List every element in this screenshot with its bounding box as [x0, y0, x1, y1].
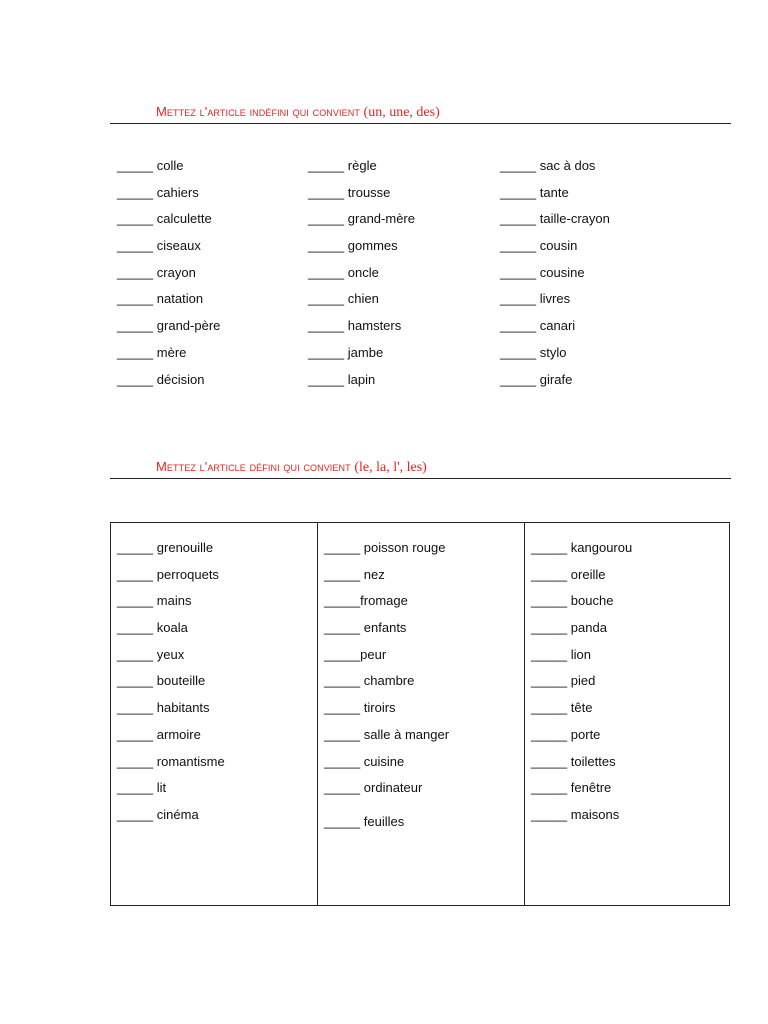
item-word: trousse [347, 184, 391, 200]
exercise-item [531, 695, 632, 722]
item-word: yeux [156, 646, 185, 662]
item-word: girafe [539, 371, 573, 387]
item-word: lit [156, 780, 167, 796]
answer-blank[interactable]: _____ [500, 264, 537, 280]
answer-blank[interactable]: _____ [117, 264, 154, 280]
item-word: mains [156, 593, 192, 609]
item-word: oncle [347, 264, 379, 280]
item-word: oreille [570, 566, 606, 582]
exercise-item [324, 722, 449, 749]
answer-blank[interactable]: _____ [308, 184, 345, 200]
item-word: stylo [539, 344, 567, 360]
answer-blank[interactable]: _____ [531, 753, 568, 769]
answer-blank[interactable]: _____ [117, 158, 154, 173]
answer-blank[interactable]: _____ [117, 566, 154, 582]
answer-blank[interactable]: _____ [324, 620, 361, 636]
item-word: toilettes [570, 753, 616, 769]
item-word: feuilles [363, 813, 405, 829]
answer-blank[interactable]: _____ [531, 540, 568, 555]
exercise-item [117, 313, 220, 340]
answer-blank[interactable]: _____ [324, 540, 361, 555]
item-word: colle [156, 158, 184, 173]
exercise-item [308, 340, 415, 367]
exercise-item [308, 233, 415, 260]
section2-title: Mettez l'article défini qui convient [156, 459, 351, 474]
item-word: cousin [539, 238, 578, 254]
exercise-item [324, 749, 449, 776]
item-word: kangourou [570, 540, 633, 555]
table-divider [317, 523, 318, 905]
answer-blank[interactable]: _____ [117, 211, 154, 227]
exercise-item [117, 722, 225, 749]
exercise-item [531, 588, 632, 615]
section2-column-2 [324, 535, 449, 836]
table-divider [524, 523, 525, 905]
answer-blank[interactable]: _____ [500, 158, 537, 173]
answer-blank[interactable]: _____ [117, 318, 154, 334]
item-word: bouche [570, 593, 614, 609]
item-word: poisson rouge [363, 540, 446, 555]
item-word: bouteille [156, 673, 206, 689]
section1-title: Mettez l'article indéfini qui convient [156, 104, 360, 119]
item-word: canari [539, 318, 576, 334]
item-word: fromage [360, 593, 408, 609]
answer-blank[interactable]: _____ [117, 646, 154, 662]
answer-blank[interactable]: _____ [324, 673, 361, 689]
exercise-item [117, 180, 220, 207]
exercise-item [117, 802, 225, 829]
answer-blank[interactable]: _____ [531, 673, 568, 689]
answer-blank[interactable]: _____ [500, 344, 537, 360]
answer-blank[interactable]: _____ [117, 700, 154, 716]
answer-blank[interactable]: _____ [308, 264, 345, 280]
item-word: grenouille [156, 540, 214, 555]
answer-blank[interactable]: _____ [531, 593, 568, 609]
item-word: enfants [363, 620, 407, 636]
exercise-item [500, 260, 610, 287]
answer-blank[interactable]: _____ [117, 291, 154, 307]
exercise-item [531, 642, 632, 669]
item-word: lapin [347, 371, 376, 387]
section1-article-list: (un, une, des) [363, 105, 440, 120]
exercise-item [308, 313, 415, 340]
exercise-item [531, 749, 632, 776]
exercise-item [117, 340, 220, 367]
answer-blank[interactable]: _____ [117, 753, 154, 769]
exercise-item [117, 153, 220, 180]
exercise-item [531, 535, 632, 562]
item-word: salle à manger [363, 726, 450, 742]
answer-blank[interactable]: _____ [308, 238, 345, 254]
exercise-item [324, 668, 449, 695]
answer-blank[interactable]: _____ [117, 673, 154, 689]
answer-blank[interactable]: _____ [308, 211, 345, 227]
exercise-item [308, 367, 415, 394]
answer-blank[interactable]: _____ [324, 646, 361, 662]
item-word: nez [363, 566, 385, 582]
item-word: mère [156, 344, 187, 360]
exercise-item [117, 206, 220, 233]
answer-blank[interactable]: _____ [324, 726, 361, 742]
section2-article-list: (le, la, l', les) [354, 460, 427, 475]
exercise-item [500, 233, 610, 260]
exercise-item [531, 775, 632, 802]
item-word: perroquets [156, 566, 219, 582]
item-word: cousine [539, 264, 585, 280]
answer-blank[interactable]: _____ [308, 371, 345, 387]
answer-blank[interactable]: _____ [324, 753, 361, 769]
exercise-item [308, 260, 415, 287]
exercise-item [324, 535, 449, 562]
answer-blank[interactable]: _____ [500, 371, 537, 387]
answer-blank[interactable]: _____ [324, 700, 361, 716]
exercise-item [117, 588, 225, 615]
answer-blank[interactable]: _____ [308, 291, 345, 307]
exercise-item [117, 775, 225, 802]
exercise-item [117, 286, 220, 313]
item-word: chien [347, 291, 379, 307]
answer-blank[interactable]: _____ [117, 344, 154, 360]
exercise-item [117, 535, 225, 562]
item-word: natation [156, 291, 204, 307]
section1-column-2 [308, 153, 415, 393]
exercise-item [500, 206, 610, 233]
answer-blank[interactable]: _____ [531, 780, 568, 796]
item-word: calculette [156, 211, 212, 227]
exercise-item [500, 340, 610, 367]
answer-blank[interactable]: _____ [500, 318, 537, 334]
exercise-item [117, 695, 225, 722]
item-word: décision [156, 371, 205, 387]
exercise-item [308, 180, 415, 207]
answer-blank[interactable]: _____ [531, 806, 568, 822]
item-word: koala [156, 620, 188, 636]
exercise-item [117, 668, 225, 695]
answer-blank[interactable]: _____ [500, 238, 537, 254]
item-word: fenêtre [570, 780, 612, 796]
answer-blank[interactable]: _____ [117, 780, 154, 796]
exercise-item [324, 775, 449, 802]
answer-blank[interactable]: _____ [308, 344, 345, 360]
item-word: sac à dos [539, 158, 596, 173]
item-word: maisons [570, 806, 620, 822]
item-word: porte [570, 726, 601, 742]
item-word: taille-crayon [539, 211, 610, 227]
item-word: tiroirs [363, 700, 396, 716]
exercise-item [117, 260, 220, 287]
item-word: règle [347, 158, 377, 173]
exercise-item [324, 642, 449, 669]
answer-blank[interactable]: _____ [500, 291, 537, 307]
exercise-item [500, 286, 610, 313]
exercise-item [308, 206, 415, 233]
exercise-item [117, 233, 220, 260]
answer-blank[interactable]: _____ [500, 211, 537, 227]
item-word: ordinateur [363, 780, 423, 796]
section1-rule [110, 123, 731, 124]
item-word: cahiers [156, 184, 199, 200]
answer-blank[interactable]: _____ [117, 620, 154, 636]
item-word: chambre [363, 673, 415, 689]
item-word: ciseaux [156, 238, 201, 254]
answer-blank[interactable]: _____ [324, 593, 361, 609]
exercise-item [500, 180, 610, 207]
exercise-item [531, 722, 632, 749]
answer-blank[interactable]: _____ [117, 726, 154, 742]
answer-blank[interactable]: _____ [117, 184, 154, 200]
section2-column-1 [117, 535, 225, 829]
answer-blank[interactable]: _____ [308, 318, 345, 334]
item-word: jambe [347, 344, 384, 360]
section1-column-1 [117, 153, 220, 393]
section1-heading [156, 104, 440, 121]
answer-blank[interactable]: _____ [531, 620, 568, 636]
item-word: cinéma [156, 806, 199, 822]
answer-blank[interactable]: _____ [117, 806, 154, 822]
item-word: habitants [156, 700, 210, 716]
answer-blank[interactable]: _____ [324, 780, 361, 796]
item-word: pied [570, 673, 596, 689]
item-word: cuisine [363, 753, 405, 769]
item-word: gommes [347, 238, 398, 254]
exercise-item [117, 749, 225, 776]
answer-blank[interactable]: _____ [531, 700, 568, 716]
answer-blank[interactable]: _____ [117, 371, 154, 387]
item-word: tante [539, 184, 569, 200]
item-word: grand-père [156, 318, 221, 334]
item-word: tête [570, 700, 593, 716]
exercise-item [324, 615, 449, 642]
answer-blank[interactable]: _____ [531, 726, 568, 742]
answer-blank[interactable]: _____ [117, 238, 154, 254]
exercise-item [324, 809, 449, 836]
section2-heading [156, 459, 427, 476]
answer-blank[interactable]: _____ [531, 646, 568, 662]
exercise-item [500, 153, 610, 180]
section2-column-3 [531, 535, 632, 829]
answer-blank[interactable]: _____ [324, 566, 361, 582]
section2-rule [110, 478, 731, 479]
exercise-item [531, 668, 632, 695]
exercise-item [117, 367, 220, 394]
exercise-item [500, 313, 610, 340]
exercise-item [531, 615, 632, 642]
item-word: crayon [156, 264, 196, 280]
item-word: grand-mère [347, 211, 415, 227]
exercise-item [308, 153, 415, 180]
exercise-item [324, 695, 449, 722]
item-word: hamsters [347, 318, 402, 334]
exercise-item [308, 286, 415, 313]
item-word: lion [570, 646, 592, 662]
item-word: panda [570, 620, 607, 636]
item-word: armoire [156, 726, 201, 742]
exercise-item [531, 802, 632, 829]
exercise-item [531, 562, 632, 589]
exercise-item [117, 562, 225, 589]
exercise-item [324, 588, 449, 615]
answer-blank[interactable]: _____ [531, 566, 568, 582]
answer-blank[interactable]: _____ [324, 813, 361, 829]
answer-blank[interactable]: _____ [117, 540, 154, 555]
exercise-item [117, 642, 225, 669]
item-word: peur [360, 646, 387, 662]
section1-column-3 [500, 153, 610, 393]
item-word: romantisme [156, 753, 225, 769]
item-word: livres [539, 291, 571, 307]
exercise-item [324, 562, 449, 589]
answer-blank[interactable]: _____ [117, 593, 154, 609]
answer-blank[interactable]: _____ [308, 158, 345, 173]
exercise-item [117, 615, 225, 642]
exercise-item [500, 367, 610, 394]
answer-blank[interactable]: _____ [500, 184, 537, 200]
